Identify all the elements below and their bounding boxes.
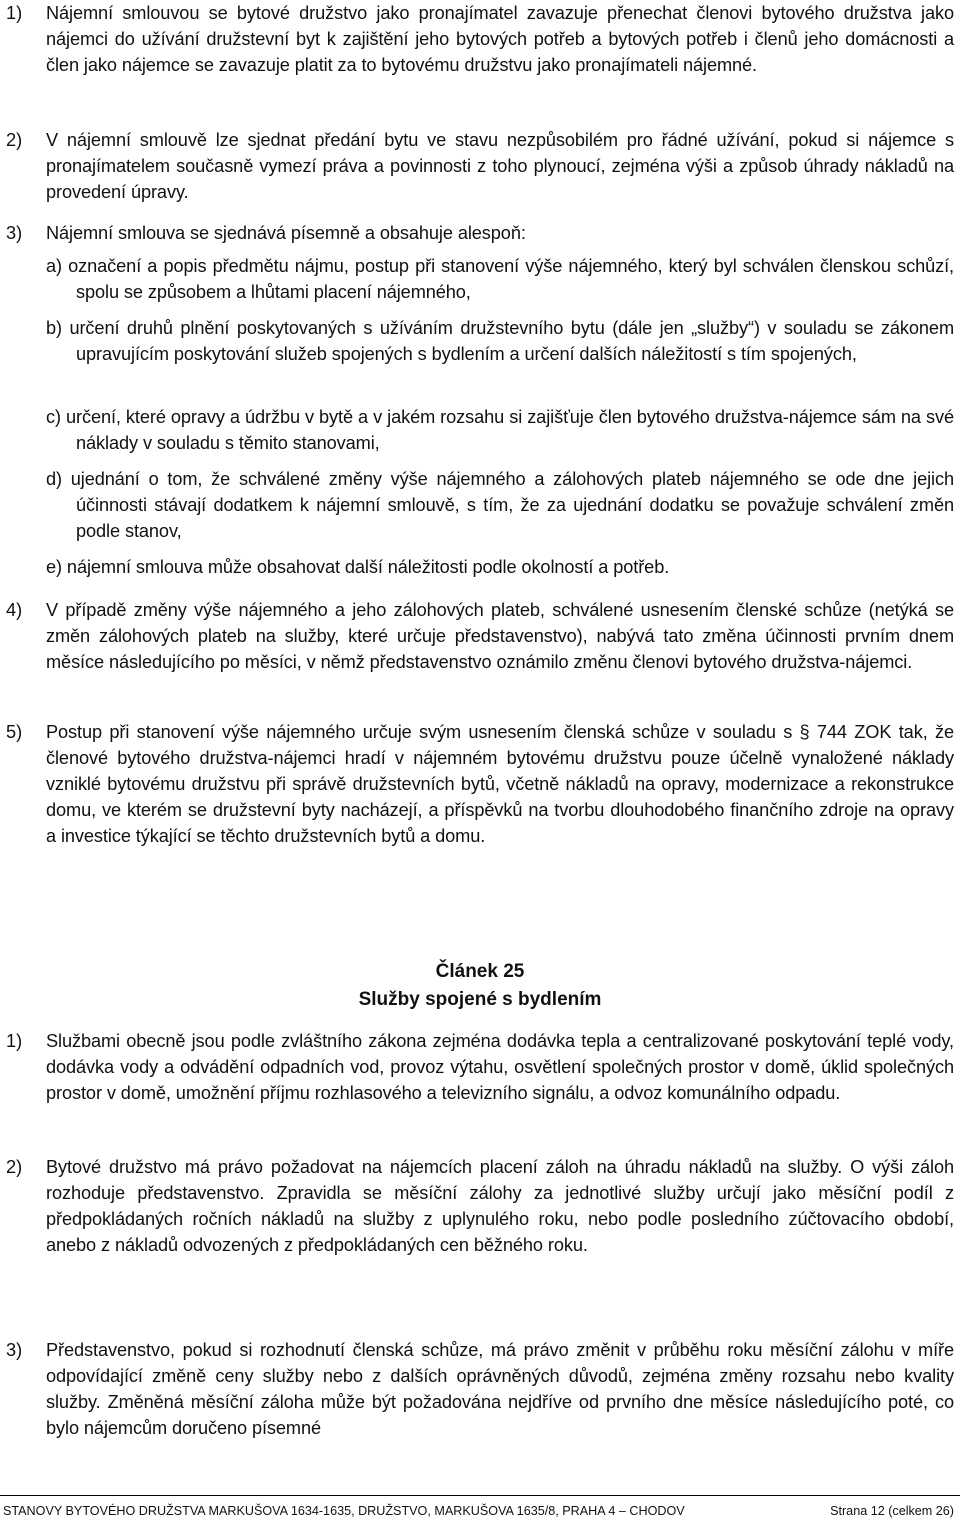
- footer-page-number: Strana 12 (celkem 26): [830, 1504, 954, 1518]
- paragraph-2: V nájemní smlouvě lze sjednat předání bytu ve stavu nezpůsobilém pro řádné užívání, pokud si nájemce s pronajímatelem současně vymezí práva a povinnosti z toho plynoucí, zejména výši a způsob úhrady nákladů na provedení úpravy.: [46, 130, 954, 202]
- item-number: 1): [6, 1031, 23, 1051]
- item-number: 2): [6, 1157, 23, 1177]
- item-number: 3): [6, 223, 23, 243]
- item-number: 4): [6, 600, 23, 620]
- paragraph-1: Nájemní smlouvou se bytové družstvo jako pronajímatel zavazuje přenechat členovi bytového družstva jako nájemci do užívání družstevní byt k zajištění jeho bytových potřeb a bytových potřeb i členů jeho domácnosti a člen jako nájemce se zavazuje platit za to bytovému družstvu jako pronajímateli nájemné.: [46, 3, 954, 75]
- subitem-e: e) nájemní smlouva může obsahovat další náležitosti podle okolností a potřeb.: [46, 557, 670, 577]
- article-title: Služby spojené s bydlením: [358, 989, 602, 1010]
- footer-document-title: STANOVY BYTOVÉHO DRUŽSTVA MARKUŠOVA 1634-1635, DRUŽSTVO, MARKUŠOVA 1635/8, PRAHA 4 – CHODOV: [3, 1504, 685, 1518]
- subitem-a: a) označení a popis předmětu nájmu, postup při stanovení výše nájemného, který byl schválen členskou schůzí, spolu se způsobem a lhůtami placení nájemného,: [46, 256, 954, 302]
- item-number: 3): [6, 1340, 23, 1360]
- paragraph-5: Postup při stanovení výše nájemného určuje svým usnesením členská schůze v souladu s § 744 ZOK tak, že členové bytového družstva-nájemci hradí v nájemném bytovému družstvu pouze účelně vynaložené náklady vzniklé bytovému družstvu při správě družstevních bytů, včetně nákladů na opravy, modernizace a rekonstrukce domu, ve kterém se družstevní byty nacházejí, a příspěvků na tvorbu dlouhodobého finančního zdroje na opravy a investice týkající se těchto družstevních bytů a domu.: [46, 722, 954, 846]
- item-number: 1): [6, 3, 23, 23]
- subitem-b: b) určení druhů plnění poskytovaných s užíváním družstevního bytu (dále jen „služby“) v souladu se zákonem upravujícím poskytování služeb spojených s bydlením a určení dalších náležitostí s tím spojených,: [46, 318, 954, 364]
- footer-divider: [0, 1495, 960, 1496]
- item-number: 5): [6, 722, 23, 742]
- item-number: 2): [6, 130, 23, 150]
- services-paragraph-2: Bytové družstvo má právo požadovat na nájemcích placení záloh na úhradu nákladů na služby. O výši záloh rozhoduje představenstvo. Zpravidla se měsíční zálohy za jednotlivé služby určují jako měsíční podíl z předpokládaných ročních nákladů na služby z uplynulého roku, nebo podle posledního zúčtovacího období, anebo z nákladů odvozených z předpokládaných cen běžného roku.: [46, 1157, 954, 1255]
- article-number: Článek 25: [435, 961, 525, 982]
- services-paragraph-3: Představenstvo, pokud si rozhodnutí členská schůze, má právo změnit v průběhu roku měsíční zálohu v míře odpovídající změně ceny služby nebo z dalších oprávněných důvodů, zejména změny rozsahu nebo kvality služby. Změněná měsíční záloha může být požadována nejdříve od prvního dne měsíce následujícího poté, co bylo nájemcům doručeno písemné: [46, 1340, 954, 1438]
- subitem-c: c) určení, které opravy a údržbu v bytě a v jakém rozsahu si zajišťuje člen bytového družstva-nájemce sám na své náklady v souladu s těmito stanovami,: [46, 407, 954, 453]
- paragraph-3: Nájemní smlouva se sjednává písemně a obsahuje alespoň:: [46, 223, 526, 243]
- services-paragraph-1: Službami obecně jsou podle zvláštního zákona zejména dodávka tepla a centralizované poskytování teplé vody, dodávka vody a odvádění odpadních vod, provoz výtahu, osvětlení společných prostor v domě, úklid společných prostor v domě, umožnění příjmu rozhlasového a televizního signálu, a odvoz komunálního odpadu.: [46, 1031, 954, 1103]
- paragraph-4: V případě změny výše nájemného a jeho zálohových plateb, schválené usnesením členské schůze (netýká se změn zálohových plateb na služby, které určuje představenstvo), nabývá tato změna účinnosti prvním dnem měsíce následujícího po měsíci, v němž představenstvo oznámilo změnu členovi bytového družstva-nájemci.: [46, 600, 954, 672]
- subitem-d: d) ujednání o tom, že schválené změny výše nájemného a zálohových plateb nájemného se ode dne jejich účinnosti stávají dodatkem k nájemní smlouvě, s tím, že za ujednání dodatku se považuje schválení změn podle stanov,: [46, 469, 954, 541]
